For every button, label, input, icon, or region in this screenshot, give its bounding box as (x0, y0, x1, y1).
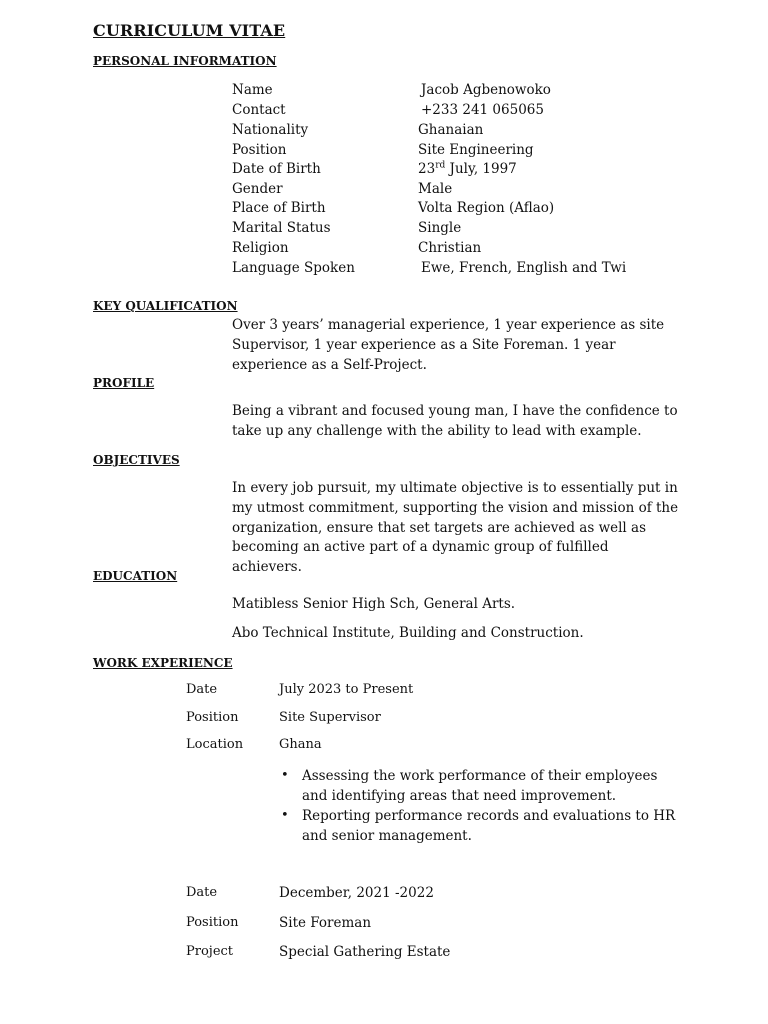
info-label: Language Spoken (232, 260, 355, 276)
info-label: Place of Birth (232, 200, 326, 216)
position-label: Position (186, 710, 239, 725)
document-title: CURRICULUM VITAE (93, 21, 286, 40)
dob-suffix: rd (435, 160, 446, 171)
list-item-text: Assessing the work performance of their employees and identifying areas that need improvement. (302, 768, 658, 804)
info-value: Male (418, 181, 453, 197)
info-value: Ewe, French, English and Twi (421, 260, 627, 276)
list-item-text: Reporting performance records and evaluations to HR and senior management. (302, 808, 676, 844)
date-value: July 2023 to Present (279, 682, 414, 697)
heading-personal-information: PERSONAL INFORMATION (93, 54, 277, 68)
bullet-icon: • (281, 808, 289, 823)
bullet-icon: • (281, 768, 289, 783)
education-item: Matibless Senior High Sch, General Arts. (232, 596, 516, 612)
info-value: Volta Region (Aflao) (418, 200, 555, 216)
info-value: Site Engineering (418, 142, 534, 158)
heading-key-qualification: KEY QUALIFICATION (93, 299, 238, 313)
info-label: Name (232, 82, 273, 98)
heading-education: EDUCATION (93, 569, 178, 583)
info-label: Gender (232, 181, 283, 197)
info-label: Position (232, 142, 287, 158)
info-value: +233 241 065065 (421, 102, 544, 118)
date-value: December, 2021 -2022 (279, 885, 434, 901)
profile-text: Being a vibrant and focused young man, I have the confidence to take up any challenge with the ability to lead with example. (232, 403, 678, 439)
date-label: Date (186, 885, 218, 900)
info-value (418, 159, 517, 179)
dob-day: 23 (418, 161, 436, 177)
info-value: Single (418, 220, 462, 236)
heading-profile: PROFILE (93, 376, 155, 390)
list-item (279, 806, 684, 846)
info-label: Marital Status (232, 220, 331, 236)
location-label: Location (186, 737, 244, 752)
list-item (279, 766, 684, 806)
info-label: Contact (232, 102, 286, 118)
info-value: Christian (418, 240, 482, 256)
position-value: Site Foreman (279, 915, 372, 931)
heading-objectives: OBJECTIVES (93, 453, 180, 467)
info-value: Ghanaian (418, 122, 484, 138)
project-label: Project (186, 944, 234, 959)
date-label: Date (186, 682, 218, 697)
heading-work-experience: WORK EXPERIENCE (93, 656, 233, 670)
info-label: Date of Birth (232, 161, 321, 177)
objectives-text: In every job pursuit, my ultimate objective is to essentially put in my utmost commitment, supporting the vision and mission of the organization, ensure that set targets are achieved as well as becoming an active part of a dynamic group of fulfilled achievers. (232, 480, 679, 576)
location-value: Ghana (279, 737, 322, 752)
education-item: Abo Technical Institute, Building and Construction. (232, 625, 584, 641)
info-label: Nationality (232, 122, 309, 138)
info-value: Jacob Agbenowoko (421, 82, 551, 98)
project-value: Special Gathering Estate (279, 944, 451, 960)
position-label: Position (186, 915, 239, 930)
dob-rest: July, 1997 (445, 161, 517, 177)
key-qualification-text: Over 3 years’ managerial experience, 1 year experience as site Supervisor, 1 year experience as a Site Foreman. 1 year experience as a Self-Project. (232, 317, 665, 373)
position-value: Site Supervisor (279, 710, 381, 725)
info-label: Religion (232, 240, 289, 256)
responsibilities-list (279, 766, 684, 846)
